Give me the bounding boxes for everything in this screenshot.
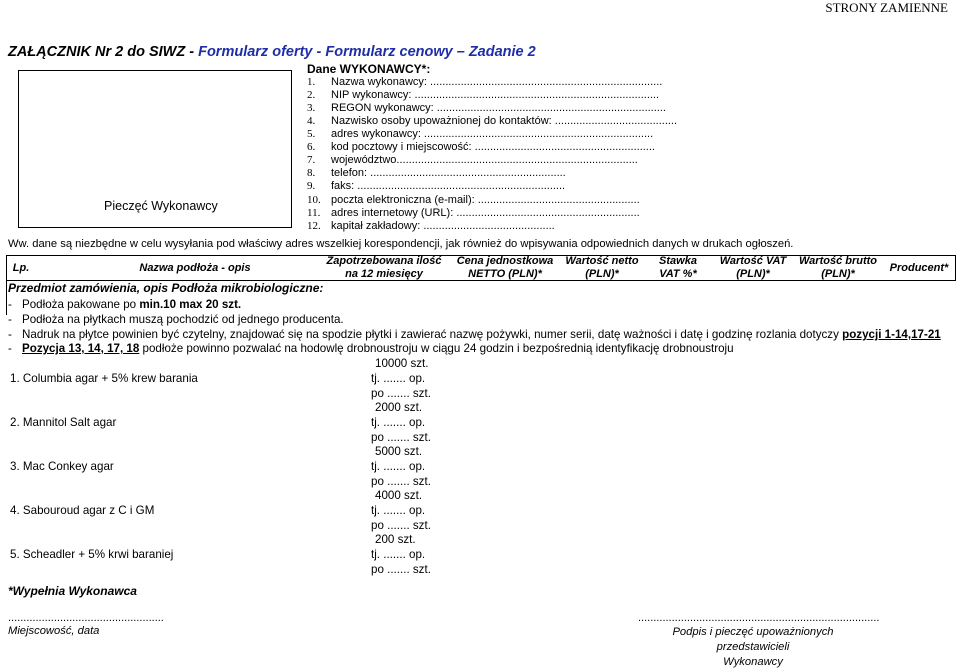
- requirement-packaging: - Podłoża pakowane po min.10 max 20 szt.: [8, 298, 242, 311]
- contractor-line-number: 7.: [307, 154, 316, 166]
- requirement-packaging-range: min.10 max 20 szt.: [139, 298, 242, 311]
- col-vat-rate-line2: VAT %*: [659, 268, 697, 280]
- col-vat-value-line2: (PLN)*: [736, 268, 770, 280]
- contractor-line: [307, 154, 638, 166]
- contractor-line-number: 12.: [307, 220, 321, 232]
- signature-label: [648, 625, 858, 670]
- title-form-name: Formularz oferty - Formularz cenowy – Zadanie 2: [198, 44, 536, 60]
- contractor-line-text: REGON wykonawcy: ...........................................................................: [331, 102, 666, 114]
- contractor-line-text: Nazwisko osoby upoważnionej do kontaktów: ........................................: [331, 115, 678, 127]
- contractor-line: [307, 180, 565, 192]
- correspondence-note: Ww. dane są niezbędne w celu wysyłania pod właściwy adres wszelkiej korespondencji, jak również do wpisywania odpowiednich danych w drukach ogłoszeń.: [8, 238, 794, 250]
- signature-label-line1: Podpis i pieczęć upoważnionych przedstawicieli: [672, 626, 834, 653]
- col-name: Nazwa podłoża - opis: [139, 262, 251, 274]
- contractor-line-text: telefon: ................................................................: [331, 167, 566, 179]
- requirement-print: - Nadruk na płytce powinien być czytelny, znajdować się na spodzie płytki i zawierać nazwę pożywki, numer serii, datę ważności i datę i godzinę rozlania dotyczy pozycji 1-14,17-21: [8, 328, 941, 341]
- item-quantity-packs: tj. ....... op.: [371, 416, 426, 429]
- stamp-label: Pieczęć Wykonawcy: [104, 199, 218, 213]
- signature-label-line2: Wykonawcy: [723, 656, 783, 668]
- place-date-label: Miejscowość, data: [8, 625, 100, 637]
- contractor-line-text: kod pocztowy i miejscowość: ...........................................................: [331, 141, 655, 153]
- contractor-line-text: Nazwa wykonawcy: ............................................................................: [331, 76, 663, 88]
- col-gross-value-line2: (PLN)*: [821, 268, 855, 280]
- item-quantity-per-pack: po ....... szt.: [371, 475, 431, 488]
- requirement-packaging-text: Podłoża pakowane po: [22, 298, 140, 311]
- requirement-print-text: Nadruk na płytce powinien być czytelny, znajdować się na spodzie płytki i zawierać nazwę pożywki, numer serii, datę ważności i datę i godzinę rozlania dotyczy: [22, 328, 843, 341]
- requirement-culture-text: podłoże powinno pozwalać na hodowlę drobnoustroju w ciągu 24 godzin i bezpośrednią identyfikację drobnoustroju: [139, 342, 734, 355]
- contractor-line-number: 1.: [307, 76, 316, 88]
- contractor-line: [307, 141, 655, 153]
- col-unit-price-line1: Cena jednostkowa: [456, 255, 554, 267]
- contractor-line-number: 10.: [307, 194, 321, 206]
- contractor-line: [307, 220, 555, 232]
- item-quantity-per-pack: po ....... szt.: [371, 519, 431, 532]
- col-lp: Lp.: [12, 262, 30, 274]
- item-name: 4. Sabouroud agar z C i GM: [10, 504, 155, 517]
- item-name: 3. Mac Conkey agar: [10, 460, 114, 473]
- contractor-line-text: adres wykonawcy: ...........................................................................: [331, 128, 654, 140]
- contractor-line-number: 9.: [307, 180, 316, 192]
- table-right-line: [955, 255, 956, 281]
- title-prefix: ZAŁĄCZNIK Nr 2 do SIWZ -: [8, 44, 199, 60]
- corner-label: STRONY ZAMIENNE: [825, 0, 948, 15]
- item-quantity-total: 4000 szt.: [375, 489, 423, 502]
- requirement-producer-text: Podłoża na płytkach muszą pochodzić od jednego producenta.: [22, 313, 344, 326]
- item-name: 5. Scheadler + 5% krwi baraniej: [10, 548, 174, 561]
- requirement-culture-positions: Pozycja 13, 14, 17, 18: [22, 342, 140, 355]
- col-quantity-line1: Zapotrzebowana ilość: [326, 255, 442, 267]
- col-gross-value: [798, 255, 878, 281]
- item-quantity-total: 5000 szt.: [375, 445, 423, 458]
- table-left-line: [6, 255, 7, 315]
- item-quantity-total: 200 szt.: [375, 533, 416, 546]
- col-net-value-line1: Wartość netto: [565, 255, 639, 267]
- contractor-line-number: 11.: [307, 207, 321, 219]
- item-name: 1. Columbia agar + 5% krew barania: [10, 372, 198, 385]
- item-quantity-total: 2000 szt.: [375, 401, 423, 414]
- col-unit-price-line2: NETTO (PLN)*: [468, 268, 542, 280]
- contractor-line: [307, 207, 640, 219]
- col-unit-price: [452, 255, 558, 281]
- col-quantity-line2: na 12 miesięcy: [345, 268, 423, 280]
- contractor-line-text: adres internetowy (URL): ............................................................: [331, 207, 640, 219]
- col-vat-value: [710, 255, 796, 281]
- requirement-culture: - Pozycja 13, 14, 17, 18 podłoże powinno pozwalać na hodowlę drobnoustroju w ciągu 24 godzin i bezpośrednią identyfikację drobnoustroju: [8, 342, 734, 355]
- col-vat-rate: [650, 255, 706, 281]
- contractor-line-number: 6.: [307, 141, 316, 153]
- item-quantity-per-pack: po ....... szt.: [371, 563, 431, 576]
- contractor-line-number: 8.: [307, 167, 316, 179]
- contractor-line-number: 4.: [307, 115, 316, 127]
- item-quantity-packs: tj. ....... op.: [371, 460, 426, 473]
- contractor-line-text: poczta elektroniczna (e-mail): .....................................................: [331, 194, 640, 206]
- contractor-line-text: kapitał zakładowy: ...........................................: [331, 220, 555, 232]
- contractor-line: [307, 128, 653, 140]
- item-quantity-total: 10000 szt.: [375, 357, 429, 370]
- contractor-line-text: NIP wykonawcy: ................................................................................: [331, 89, 660, 101]
- contractor-line-text: faks: ....................................................................: [331, 180, 566, 192]
- item-quantity-per-pack: po ....... szt.: [371, 387, 431, 400]
- contractor-line-number: 5.: [307, 128, 316, 140]
- contractor-line: [307, 194, 640, 206]
- col-quantity: [320, 255, 448, 281]
- contractor-line: [307, 89, 659, 101]
- requirement-producer: - Podłoża na płytkach muszą pochodzić od jednego producenta.: [8, 313, 344, 326]
- item-quantity-per-pack: po ....... szt.: [371, 431, 431, 444]
- document-title: [8, 44, 536, 60]
- col-net-value: [562, 255, 642, 281]
- contractor-line: [307, 102, 666, 114]
- contractor-line: [307, 167, 566, 179]
- contractor-line: [307, 115, 677, 127]
- col-producer: Producent*: [889, 262, 949, 274]
- item-name: 2. Mannitol Salt agar: [10, 416, 117, 429]
- contractor-data-title: Dane WYKONAWCY*:: [307, 62, 431, 76]
- col-net-value-line2: (PLN)*: [585, 268, 619, 280]
- item-quantity-packs: tj. ....... op.: [371, 548, 426, 561]
- col-vat-value-line1: Wartość VAT: [719, 255, 787, 267]
- item-quantity-packs: tj. ....... op.: [371, 504, 426, 517]
- order-subject: Przedmiot zamówienia, opis Podłoża mikrobiologiczne:: [8, 281, 324, 295]
- contractor-line-text: województwo...............................................................................: [331, 154, 638, 166]
- col-gross-value-line1: Wartość brutto: [798, 255, 878, 267]
- item-quantity-packs: tj. ....... op.: [371, 372, 426, 385]
- requirement-print-positions: pozycji 1-14,17-21: [842, 328, 941, 341]
- place-date-dots: ...................................................: [8, 612, 164, 624]
- contractor-line-number: 3.: [307, 102, 316, 114]
- contractor-line: [307, 76, 662, 88]
- signature-dots: ...............................................................................: [638, 612, 880, 624]
- fill-note: *Wypełnia Wykonawca: [8, 584, 137, 598]
- col-vat-rate-line1: Stawka: [659, 255, 697, 267]
- contractor-line-number: 2.: [307, 89, 316, 101]
